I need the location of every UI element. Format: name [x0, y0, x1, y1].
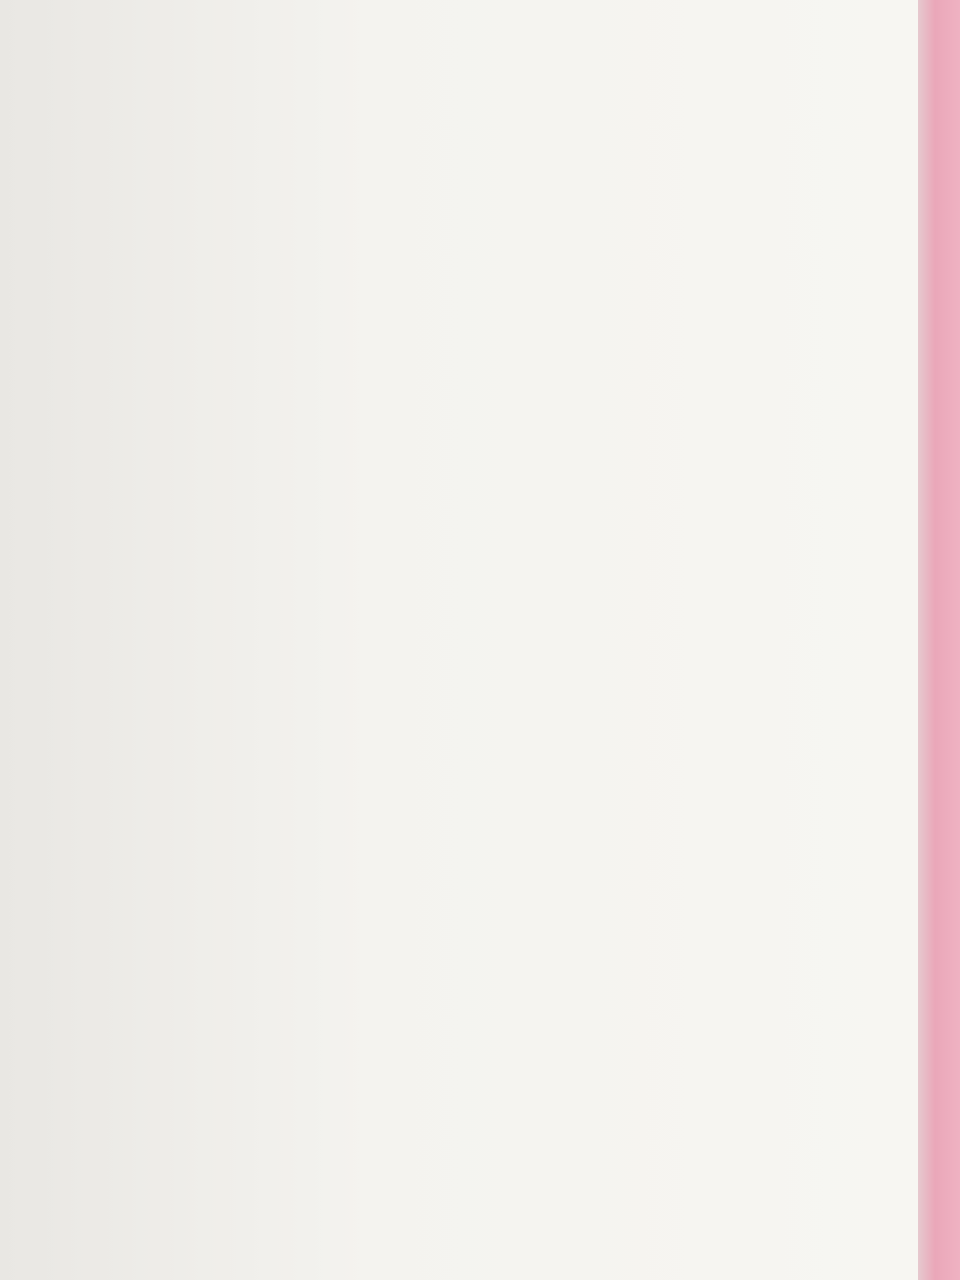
page-edge [918, 0, 960, 1280]
